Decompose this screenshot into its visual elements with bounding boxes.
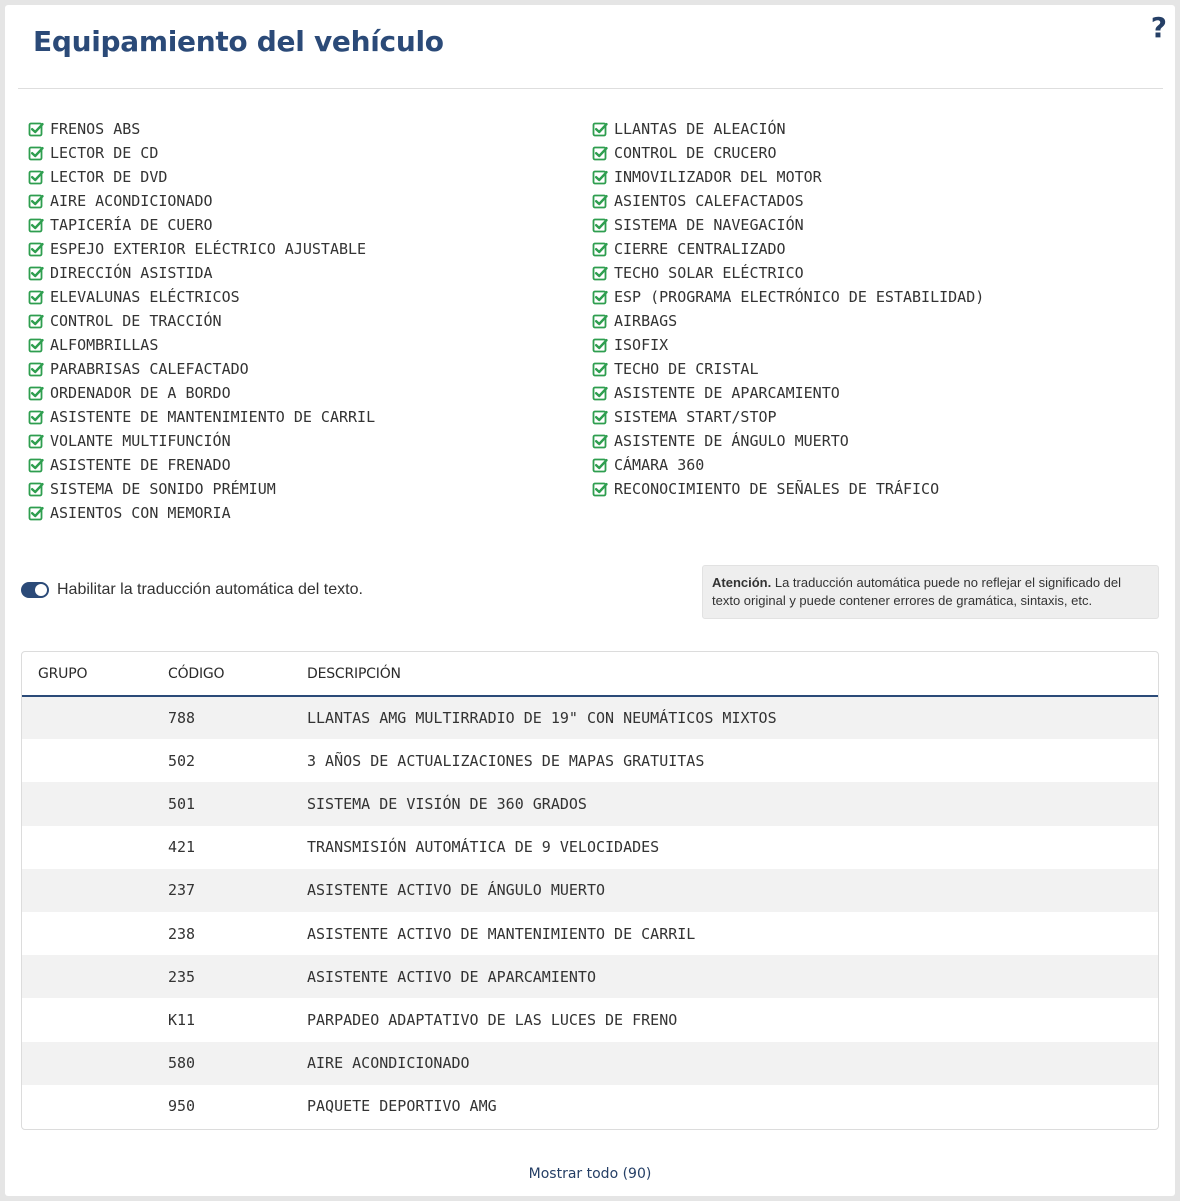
equipment-item-label: SISTEMA DE NAVEGACIÓN (614, 216, 804, 234)
options-table (22, 652, 1158, 1128)
equipment-item (592, 237, 984, 261)
check-icon (28, 385, 44, 401)
equipment-item (592, 165, 984, 189)
equipment-item (28, 261, 375, 285)
equipment-item (592, 261, 984, 285)
equipment-item (28, 453, 375, 477)
equipment-item-label: ASISTENTE DE MANTENIMIENTO DE CARRIL (50, 408, 376, 426)
equipment-item (28, 333, 375, 357)
cell-code: 950 (168, 1097, 196, 1116)
equipment-item-label: ASISTENTE DE APARCAMIENTO (614, 384, 840, 402)
equipment-item (592, 357, 984, 381)
check-icon (592, 409, 608, 425)
equipment-item-label: TAPICERÍA DE CUERO (50, 216, 213, 234)
check-icon (28, 217, 44, 233)
check-icon (592, 385, 608, 401)
equipment-item-label: ASIENTOS CALEFACTADOS (614, 192, 804, 210)
equipment-item-label: ELEVALUNAS ELÉCTRICOS (50, 288, 240, 306)
check-icon (28, 337, 44, 353)
equipment-item (592, 429, 984, 453)
table-row (22, 826, 1158, 869)
equipment-item-label: FRENOS ABS (50, 120, 141, 138)
cell-group (22, 826, 168, 869)
cell-group (22, 696, 168, 739)
check-icon (28, 505, 44, 521)
check-icon (28, 169, 44, 185)
equipment-list-right (592, 117, 984, 501)
equipment-item-label: LECTOR DE DVD (50, 168, 168, 186)
cell-code: 235 (168, 967, 196, 986)
notice-title: Atención. (712, 575, 772, 590)
equipment-item (592, 381, 984, 405)
equipment-item-label: SISTEMA DE SONIDO PRÉMIUM (50, 480, 276, 498)
equipment-item (28, 141, 375, 165)
cell-code: K11 (168, 1010, 196, 1029)
check-icon (592, 433, 608, 449)
cell-group (22, 1042, 168, 1085)
table-body (22, 696, 1158, 1128)
equipment-item (28, 405, 375, 429)
notice-text: La traducción automática puede no reflejar el significado del texto original y puede contener errores de gramática, sintaxis, etc. (712, 575, 1122, 608)
cell-description: TRANSMISIÓN AUTOMÁTICA DE 9 VELOCIDADES (307, 838, 660, 857)
options-table-container (21, 651, 1159, 1130)
column-header-code: CÓDIGO (168, 665, 225, 682)
check-icon (28, 121, 44, 137)
check-icon (592, 361, 608, 377)
equipment-item (28, 213, 375, 237)
equipment-item (28, 237, 375, 261)
equipment-item-label: DIRECCIÓN ASISTIDA (50, 264, 213, 282)
column-header-group: GRUPO (38, 665, 88, 682)
check-icon (28, 265, 44, 281)
show-all-link[interactable]: Mostrar todo (90) (528, 1166, 652, 1182)
equipment-item-label: CONTROL DE CRUCERO (614, 144, 777, 162)
table-row (22, 912, 1158, 955)
check-icon (28, 433, 44, 449)
equipment-item (592, 141, 984, 165)
cell-description: SISTEMA DE VISIÓN DE 360 GRADOS (307, 794, 587, 813)
equipment-item-label: ASIENTOS CON MEMORIA (50, 504, 231, 522)
equipment-item (592, 117, 984, 141)
column-header-description: DESCRIPCIÓN (307, 665, 401, 682)
cell-group (22, 955, 168, 998)
equipment-item-label: AIRBAGS (614, 312, 678, 330)
check-icon (592, 337, 608, 353)
cell-description: PARPADEO ADAPTATIVO DE LAS LUCES DE FRENO (307, 1010, 678, 1029)
equipment-item (28, 357, 375, 381)
check-icon (592, 241, 608, 257)
equipment-item (28, 165, 375, 189)
equipment-item-label: PARABRISAS CALEFACTADO (50, 360, 249, 378)
equipment-item (592, 477, 984, 501)
check-icon (28, 457, 44, 473)
equipment-item (592, 333, 984, 357)
check-icon (592, 481, 608, 497)
cell-code: 502 (168, 751, 196, 770)
cell-code: 237 (168, 881, 196, 900)
equipment-item (592, 189, 984, 213)
table-row (22, 1042, 1158, 1085)
equipment-item-label: CÁMARA 360 (614, 456, 705, 474)
vehicle-equipment-card (5, 5, 1175, 1196)
check-icon (28, 241, 44, 257)
cell-description: 3 AÑOS DE ACTUALIZACIONES DE MAPAS GRATUITAS (307, 751, 705, 770)
cell-group (22, 782, 168, 825)
toggle-knob (35, 584, 47, 596)
help-icon[interactable]: ? (1150, 11, 1167, 44)
cell-group (22, 1085, 168, 1128)
table-row (22, 869, 1158, 912)
check-icon (28, 361, 44, 377)
check-icon (592, 121, 608, 137)
equipment-item (592, 405, 984, 429)
equipment-item (28, 285, 375, 309)
table-row (22, 1085, 1158, 1128)
cell-code: 501 (168, 794, 196, 813)
cell-group (22, 998, 168, 1041)
check-icon (592, 217, 608, 233)
table-header-row (22, 652, 1158, 696)
equipment-item (28, 477, 375, 501)
translation-toggle-label: Habilitar la traducción automática del texto. (57, 581, 363, 598)
check-icon (592, 457, 608, 473)
check-icon (592, 169, 608, 185)
equipment-item-label: ASISTENTE DE FRENADO (50, 456, 231, 474)
equipment-item (28, 501, 375, 525)
page-title: Equipamiento del vehículo (33, 25, 444, 58)
equipment-item-label: LLANTAS DE ALEACIÓN (614, 120, 786, 138)
equipment-item-label: CIERRE CENTRALIZADO (614, 240, 786, 258)
table-row (22, 998, 1158, 1041)
equipment-item-label: ESP (PROGRAMA ELECTRÓNICO DE ESTABILIDAD) (614, 288, 985, 306)
cell-code: 580 (168, 1054, 196, 1073)
equipment-item (592, 285, 984, 309)
equipment-item-label: SISTEMA START/STOP (614, 408, 777, 426)
equipment-item-label: ASISTENTE DE ÁNGULO MUERTO (614, 432, 849, 450)
translation-toggle[interactable] (21, 582, 49, 598)
check-icon (592, 145, 608, 161)
translation-toggle-row (21, 581, 363, 599)
check-icon (592, 289, 608, 305)
check-icon (28, 289, 44, 305)
equipment-list-left (28, 117, 375, 525)
equipment-item (592, 453, 984, 477)
table-row (22, 955, 1158, 998)
equipment-item (28, 309, 375, 333)
equipment-item (28, 429, 375, 453)
table-row (22, 739, 1158, 782)
equipment-item-label: CONTROL DE TRACCIÓN (50, 312, 222, 330)
cell-description: AIRE ACONDICIONADO (307, 1054, 470, 1073)
equipment-item-label: ESPEJO EXTERIOR ELÉCTRICO AJUSTABLE (50, 240, 367, 258)
equipment-item (592, 309, 984, 333)
check-icon (592, 265, 608, 281)
equipment-item-label: VOLANTE MULTIFUNCIÓN (50, 432, 231, 450)
equipment-item-label: ALFOMBRILLAS (50, 336, 159, 354)
cell-group (22, 869, 168, 912)
cell-group (22, 912, 168, 955)
equipment-item-label: ORDENADOR DE A BORDO (50, 384, 231, 402)
equipment-item-label: LECTOR DE CD (50, 144, 159, 162)
cell-code: 238 (168, 924, 196, 943)
check-icon (592, 193, 608, 209)
cell-description: LLANTAS AMG MULTIRRADIO DE 19" CON NEUMÁTICOS MIXTOS (307, 709, 777, 728)
cell-description: ASISTENTE ACTIVO DE ÁNGULO MUERTO (307, 881, 606, 900)
check-icon (28, 145, 44, 161)
equipment-item-label: ISOFIX (614, 336, 669, 354)
equipment-item-label: TECHO DE CRISTAL (614, 360, 759, 378)
cell-description: ASISTENTE ACTIVO DE MANTENIMIENTO DE CARRIL (307, 924, 696, 943)
check-icon (592, 313, 608, 329)
equipment-item (592, 213, 984, 237)
check-icon (28, 409, 44, 425)
check-icon (28, 313, 44, 329)
table-row (22, 696, 1158, 739)
equipment-item (28, 189, 375, 213)
equipment-item-label: AIRE ACONDICIONADO (50, 192, 213, 210)
table-row (22, 782, 1158, 825)
header-divider (18, 88, 1163, 89)
check-icon (28, 193, 44, 209)
cell-description: PAQUETE DEPORTIVO AMG (307, 1097, 497, 1116)
equipment-item (28, 381, 375, 405)
equipment-item (28, 117, 375, 141)
translation-notice (702, 565, 1159, 619)
equipment-item-label: TECHO SOLAR ELÉCTRICO (614, 264, 804, 282)
cell-code: 421 (168, 838, 196, 857)
equipment-item-label: INMOVILIZADOR DEL MOTOR (614, 168, 822, 186)
cell-description: ASISTENTE ACTIVO DE APARCAMIENTO (307, 967, 596, 986)
check-icon (28, 481, 44, 497)
cell-code: 788 (168, 709, 196, 728)
cell-group (22, 739, 168, 782)
equipment-item-label: RECONOCIMIENTO DE SEÑALES DE TRÁFICO (614, 480, 940, 498)
